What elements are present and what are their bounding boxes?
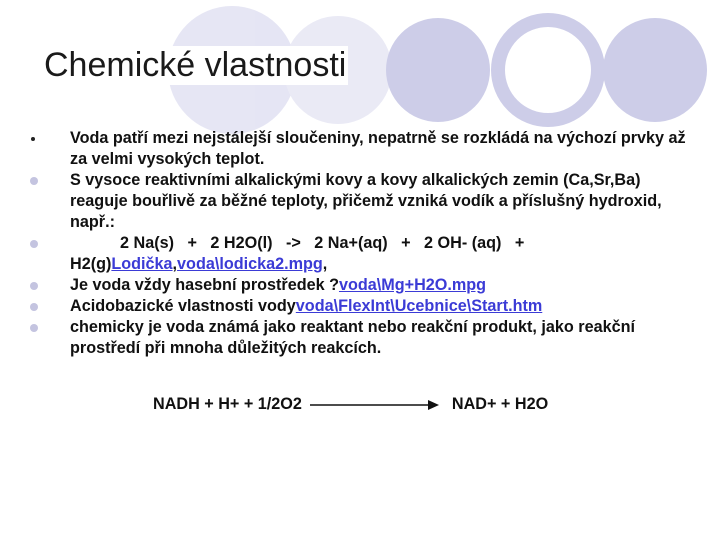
bullet-icon [30,303,38,311]
bullet-text: S vysoce reaktivními alkalickými kovy a kovy alkalických zemin (Ca,Sr,Ba) reaguje bouřlivě za běžné teploty, přičemž vzniká vodík a příslušný hydroxid, např.: [70,171,662,231]
bullet-icon [31,137,35,141]
list-item [30,317,690,359]
list-item [30,296,690,317]
bullet-icon [30,240,38,248]
comma: , [322,255,328,273]
bullet-icon [30,177,38,185]
bullet-list [30,128,690,359]
comma: , [172,255,178,273]
bullet-icon [30,324,38,332]
decor-circle [603,18,707,122]
bullet-text: Voda patří mezi nejstálejší sloučeniny, nepatrně se rozkládá na výchozí prvky až za velmi vysokých teplot. [70,129,686,168]
mg-video-link[interactable]: voda\Mg+H2O.mpg [338,276,487,294]
reaction-tail: H2(g) [70,255,112,273]
bullet-text: Acidobazické vlastnosti vody [70,297,296,315]
bullet-text: chemicky je voda známá jako reaktant nebo reakční produkt, jako reakční prostředí při mnoha důležitých reakcích. [70,318,635,357]
list-item [30,233,690,275]
flexint-link[interactable]: voda\FlexInt\Ucebnice\Start.htm [295,297,543,315]
bullet-text: Je voda vždy hasební prostředek ? [70,276,339,294]
bullet-icon [30,282,38,290]
list-item [30,275,690,296]
equation-left: NADH + H+ + 1/2O2 [153,395,302,413]
slide-title: Chemické vlastnosti [44,46,347,84]
lodicka-video-link[interactable]: voda\lodicka2.mpg [177,255,323,273]
decor-circle [386,18,490,122]
decor-circle [498,20,598,120]
equation-right: NAD+ + H2O [451,395,549,413]
arrow-right-icon [310,399,440,411]
reaction-text: 2 Na(s) + 2 H2O(l) -> 2 Na+(aq) + 2 OH- (aq) + [120,234,525,252]
list-item [30,170,690,233]
lodicka-link[interactable]: Lodička [111,255,173,273]
nadh-equation [153,395,548,414]
list-item [30,128,690,170]
